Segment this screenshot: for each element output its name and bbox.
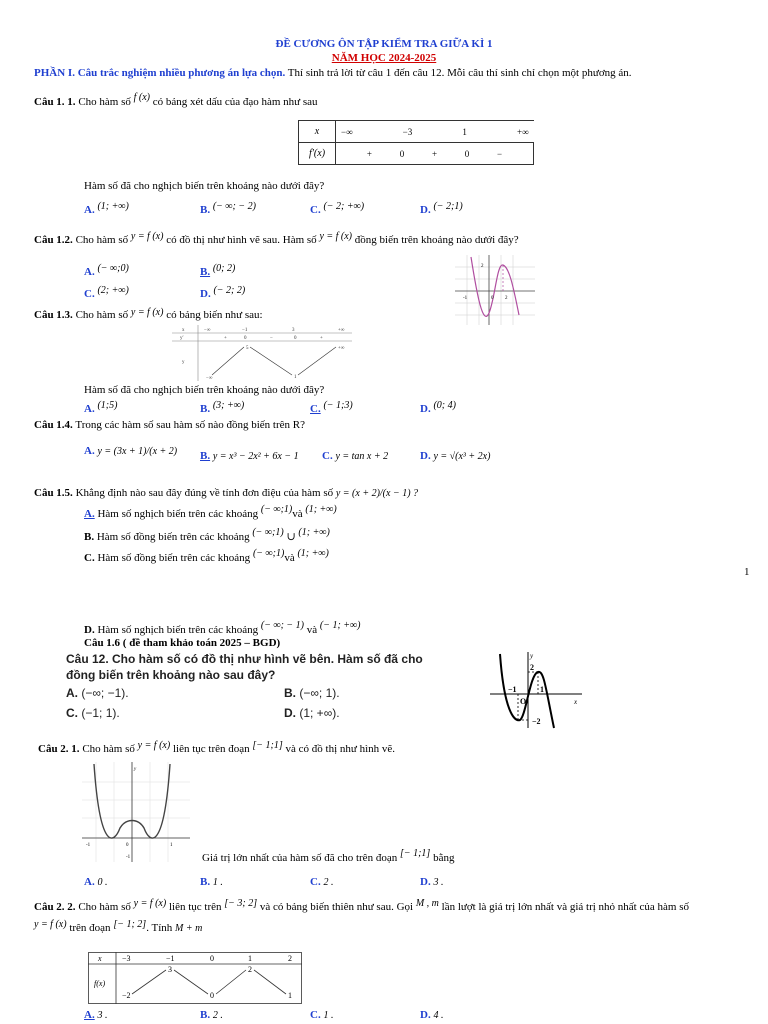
option-label: B. [200, 1009, 211, 1021]
option-value: y = (3x + 1)/(x + 2) [97, 446, 178, 457]
math-expression: y = f (x) [130, 231, 164, 242]
option-label: B. [200, 204, 211, 216]
sign-table [298, 120, 534, 165]
option-c[interactable] [84, 285, 129, 300]
option-label: C. [66, 706, 78, 720]
option-d[interactable] [420, 450, 490, 462]
option-a[interactable] [84, 201, 129, 216]
table-cell: 2 [248, 965, 252, 974]
question-text: Trong các hàm số sau hàm số nào đồng biến trên R? [72, 419, 305, 431]
option-text: Hàm số nghịch biến trên các khoảng [94, 624, 261, 636]
question-prompt [202, 848, 455, 864]
page-number: 1 [744, 566, 750, 578]
tick-label: O [520, 697, 527, 706]
option-value: 3 . [433, 877, 444, 888]
option-value: (1; +∞) [305, 504, 337, 515]
option-value: (−1; 1). [81, 706, 120, 720]
svg-text:−: − [270, 336, 273, 341]
option-b[interactable] [200, 876, 223, 888]
svg-text:0: 0 [244, 336, 247, 341]
option-value: (1; +∞) [97, 201, 129, 212]
svg-text:0: 0 [294, 336, 297, 341]
question-text: Cho hàm số [72, 234, 131, 246]
tick-label: 1 [170, 843, 173, 848]
option-c[interactable] [66, 706, 120, 720]
option-value: (− ∞;1) [260, 504, 293, 515]
math-expression: [− 1; 2] [113, 919, 147, 930]
option-value: (3; +∞) [212, 400, 245, 411]
option-label: A. [84, 876, 95, 888]
question-1-4 [34, 419, 305, 431]
option-d[interactable] [84, 620, 361, 636]
option-b[interactable] [200, 201, 256, 216]
math-expression: y = f (x) [319, 231, 353, 242]
question-text: bằng [430, 852, 455, 864]
question-text: Câu 12. Cho hàm số có đồ thị như hình vẽ bên. Hàm số đã cho [66, 652, 423, 666]
option-label: A. [84, 1009, 95, 1021]
math-expression: M + m [175, 923, 203, 934]
math-expression: y = f (x) [133, 898, 167, 909]
question-2-2-line2 [34, 919, 203, 934]
option-value: (1;5) [97, 400, 118, 411]
table-cell: 1 [288, 991, 292, 1000]
svg-text:+∞: +∞ [338, 328, 345, 333]
question-1-1 [34, 92, 318, 108]
table-cell: − [497, 148, 503, 159]
table-cell [336, 121, 534, 143]
option-text: và [284, 552, 295, 564]
table-cell: −∞ [341, 126, 353, 137]
option-label: B. [84, 531, 95, 543]
question-text: Cho hàm số [75, 96, 134, 108]
table-cell: 0 [464, 148, 470, 159]
table-cell: x [299, 121, 336, 143]
option-label: B. [284, 686, 296, 700]
table-cell: x [98, 954, 102, 963]
part1-instructions: Thí sinh trả lời từ câu 1 đến câu 12. Mỗi câu thí sinh chỉ chọn một phương án. [285, 67, 632, 79]
tick-label: 1 [540, 685, 544, 694]
option-label: B. [200, 876, 211, 888]
svg-text:5: 5 [246, 346, 249, 351]
question-text: và có bảng biến thiên như sau. Gọi [257, 901, 416, 913]
svg-text:1: 1 [294, 375, 297, 380]
option-label: A. [84, 445, 95, 457]
option-a[interactable] [84, 263, 129, 278]
question-text: đồng biến trên khoảng nào sau đây? [66, 668, 276, 682]
option-label: C. [310, 204, 321, 216]
option-value: 1 . [212, 877, 223, 888]
table-cell: −1 [166, 954, 175, 963]
variation-table [172, 325, 352, 381]
option-value: (0; 2) [212, 263, 236, 274]
math-expression: y = f (x) [130, 307, 164, 318]
option-value: 2 . [212, 1010, 223, 1021]
table-cell: −3 [402, 126, 413, 137]
option-value: (2; +∞) [97, 285, 129, 296]
table-cell: 3 [168, 965, 172, 974]
option-value: 0 . [97, 877, 108, 888]
table-cell: 1 [462, 126, 467, 137]
option-text: Hàm số nghịch biến trên các khoảng [94, 508, 261, 520]
option-a[interactable] [84, 400, 118, 415]
option-d[interactable] [200, 285, 246, 300]
option-value: (− 1; +∞) [319, 620, 361, 631]
option-value: (− ∞;1) [252, 548, 285, 559]
option-c[interactable] [310, 1009, 333, 1021]
option-b[interactable] [200, 450, 299, 462]
question-label: Câu 1. 1. [34, 96, 76, 108]
option-value: (− ∞; − 2) [212, 201, 256, 212]
question-2-1 [38, 740, 396, 755]
math-expression: M , m [415, 898, 439, 909]
option-value: 3 . [97, 1010, 108, 1021]
question-label: Câu 2. 2. [34, 901, 76, 913]
svg-text:−1: −1 [242, 328, 248, 333]
option-d[interactable] [420, 400, 456, 415]
option-b[interactable] [84, 527, 330, 543]
option-label: A. [84, 403, 95, 415]
option-value: (1; +∞). [299, 706, 340, 720]
option-label: B. [200, 403, 211, 415]
school-year: NĂM HỌC 2024-2025 [331, 52, 437, 64]
option-label: C. [84, 552, 95, 564]
option-value: (− ∞; − 1) [260, 620, 304, 631]
axis-label: y [134, 767, 137, 772]
axis-label: y [530, 652, 534, 660]
question-1-3 [34, 309, 263, 321]
option-label: D. [420, 204, 431, 216]
svg-text:−∞: −∞ [206, 376, 213, 381]
option-text: Hàm số đồng biến trên các khoảng [94, 531, 253, 543]
option-a[interactable] [84, 876, 107, 888]
option-b[interactable] [200, 1009, 223, 1021]
question-label: Câu 1.4. [34, 419, 73, 431]
question-text: lần lượt là giá trị lớn nhất và giá trị nhỏ nhất của hàm số [438, 901, 689, 913]
question-text: có bảng xét dấu của đạo hàm như sau [150, 96, 318, 108]
tick-label: −1 [508, 685, 517, 694]
option-a[interactable] [84, 504, 337, 520]
table-cell: + [366, 148, 372, 159]
tick-label: 2 [481, 264, 484, 269]
question-1-5 [34, 487, 418, 499]
option-value: y = tan x + 2 [335, 451, 389, 462]
option-label: D. [420, 403, 431, 415]
option-a[interactable] [84, 445, 177, 457]
option-label: A. [66, 686, 78, 700]
option-c[interactable] [310, 400, 353, 415]
option-b[interactable] [284, 686, 340, 700]
option-value: (− ∞;0) [97, 263, 129, 274]
option-label: C. [322, 450, 333, 462]
question-label: Câu 1.2. [34, 234, 73, 246]
option-value: (− 1;3) [323, 400, 353, 411]
question-label: Câu 2. 1. [38, 743, 80, 755]
table-cell: 2 [288, 954, 292, 963]
table-cell: −2 [122, 991, 131, 1000]
table-cell: f′(x) [299, 143, 336, 165]
option-label: B. [200, 266, 211, 278]
svg-text:y: y [182, 360, 185, 365]
question-text: trên đoạn [66, 922, 114, 934]
svg-text:y′: y′ [180, 336, 184, 341]
table-cell: + [431, 148, 438, 159]
option-label: C. [310, 403, 321, 415]
cubic-graph [486, 650, 586, 730]
option-label: C. [310, 1009, 321, 1021]
question-text: và có đồ thị như hình vẽ. [282, 743, 396, 755]
question-text: có bảng biến như sau: [163, 309, 263, 321]
part1-heading [34, 67, 632, 79]
option-text: ∪ [286, 531, 296, 543]
question-text: Cho hàm số [79, 743, 138, 755]
svg-text:+: + [224, 336, 227, 341]
question-prompt: Hàm số đã cho nghịch biến trên khoảng nào dưới đây? [84, 180, 325, 192]
option-label: D. [420, 450, 431, 462]
question-text: Giá trị lớn nhất của hàm số đã cho trên đoạn [202, 852, 400, 864]
question-text: đồng biến trên khoảng nào dưới đây? [352, 234, 519, 246]
option-label: C. [84, 288, 95, 300]
option-label: D. [84, 624, 95, 636]
question-label: Câu 1.3. [34, 309, 73, 321]
table-cell: 0 [210, 954, 214, 963]
option-c[interactable] [322, 450, 388, 462]
question-text: Cho hàm số [75, 901, 134, 913]
tick-label: 0 [126, 843, 129, 848]
option-d[interactable] [420, 876, 443, 888]
svg-text:+: + [320, 336, 323, 341]
math-expression: y = f (x) [137, 740, 171, 751]
question-1-2 [34, 231, 519, 246]
option-b[interactable] [200, 263, 236, 278]
option-label: A. [84, 204, 95, 216]
tick-label: -1 [126, 855, 131, 860]
option-value: (−∞; −1). [81, 686, 129, 700]
question-text: Cho hàm số [72, 309, 131, 321]
axis-label: x [574, 698, 578, 706]
option-value: (1; +∞) [298, 527, 330, 538]
math-expression: [− 3; 2] [224, 898, 258, 909]
tick-label: -1 [86, 843, 91, 848]
question-prompt: Hàm số đã cho nghịch biến trên khoảng nào dưới đây? [84, 384, 325, 396]
function-graph [82, 762, 190, 862]
option-c[interactable] [310, 876, 333, 888]
option-value: (− 2; 2) [213, 285, 246, 296]
table-cell: −3 [122, 954, 131, 963]
option-text: Hàm số đồng biến trên các khoảng [94, 552, 253, 564]
svg-text:−∞: −∞ [204, 328, 211, 333]
option-d[interactable] [420, 1009, 443, 1021]
option-value: (0; 4) [433, 400, 456, 411]
option-value: (1; +∞) [297, 548, 329, 559]
svg-text:x: x [182, 328, 185, 333]
option-label: A. [84, 508, 95, 520]
option-label: D. [284, 706, 296, 720]
option-d[interactable] [420, 201, 463, 216]
option-value: 1 . [323, 1010, 334, 1021]
option-d[interactable] [284, 706, 340, 720]
option-value: (− ∞;1) [252, 527, 284, 538]
table-cell: 0 [210, 991, 214, 1000]
question-label: Câu 1.5. [34, 487, 73, 499]
math-expression: [− 1;1] [252, 740, 283, 751]
tick-label: 2 [530, 663, 534, 672]
option-a[interactable] [66, 686, 129, 700]
question-text: liên tục trên [166, 901, 225, 913]
option-text: và [306, 624, 318, 636]
option-value: (− 2;1) [433, 201, 463, 212]
option-label: A. [84, 266, 95, 278]
option-value: 2 . [323, 877, 334, 888]
math-expression: [− 1;1] [399, 848, 431, 859]
table-cell [336, 143, 534, 165]
option-label: C. [310, 876, 321, 888]
function-graph [455, 255, 535, 325]
part1-label: PHẦN I. Câu trắc nghiệm nhiều phương án lựa chọn. [34, 67, 286, 79]
option-c[interactable] [84, 548, 329, 564]
option-text: và [292, 508, 303, 520]
table-cell: +∞ [517, 126, 529, 137]
question-2-2 [34, 898, 689, 913]
tick-label: -1 [463, 296, 468, 301]
option-value: (−∞; 1). [299, 686, 340, 700]
option-value: 4 . [433, 1010, 444, 1021]
tick-label: 0 [491, 296, 494, 301]
tick-label: 2 [505, 296, 508, 301]
option-value: (− 2; +∞) [323, 201, 365, 212]
table-cell: 0 [399, 148, 405, 159]
table-cell: f(x) [94, 979, 106, 988]
math-expression: y = (x + 2)/(x − 1) ? [335, 488, 419, 499]
option-label: D. [200, 288, 211, 300]
math-expression: y = f (x) [34, 919, 67, 930]
svg-text:+∞: +∞ [338, 346, 345, 351]
option-value: y = x³ − 2x² + 6x − 1 [212, 451, 299, 462]
option-a[interactable] [84, 1009, 107, 1021]
math-expression: f (x) [133, 92, 151, 103]
document-title: ĐỀ CƯƠNG ÔN TẬP KIỂM TRA GIỮA KÌ 1 [275, 38, 493, 50]
tick-label: −2 [532, 717, 541, 726]
option-b[interactable] [200, 400, 245, 415]
variation-table [88, 952, 302, 1004]
table-cell: 1 [248, 954, 252, 963]
question-text: Khẳng định nào sau đây đúng về tính đơn điệu của hàm số [72, 487, 336, 499]
option-label: B. [200, 450, 211, 462]
option-c[interactable] [310, 201, 365, 216]
svg-text:3: 3 [292, 328, 295, 333]
question-text: liên tục trên đoạn [170, 743, 253, 755]
option-label: D. [420, 1009, 431, 1021]
option-value: y = √(x³ + 2x) [433, 451, 491, 462]
option-label: D. [420, 876, 431, 888]
question-1-6-label: Câu 1.6 ( đề tham khảo toán 2025 – BGD) [84, 637, 281, 649]
question-text: có đồ thị như hình vẽ sau. Hàm số [163, 234, 320, 246]
question-text: . Tính [146, 922, 176, 934]
